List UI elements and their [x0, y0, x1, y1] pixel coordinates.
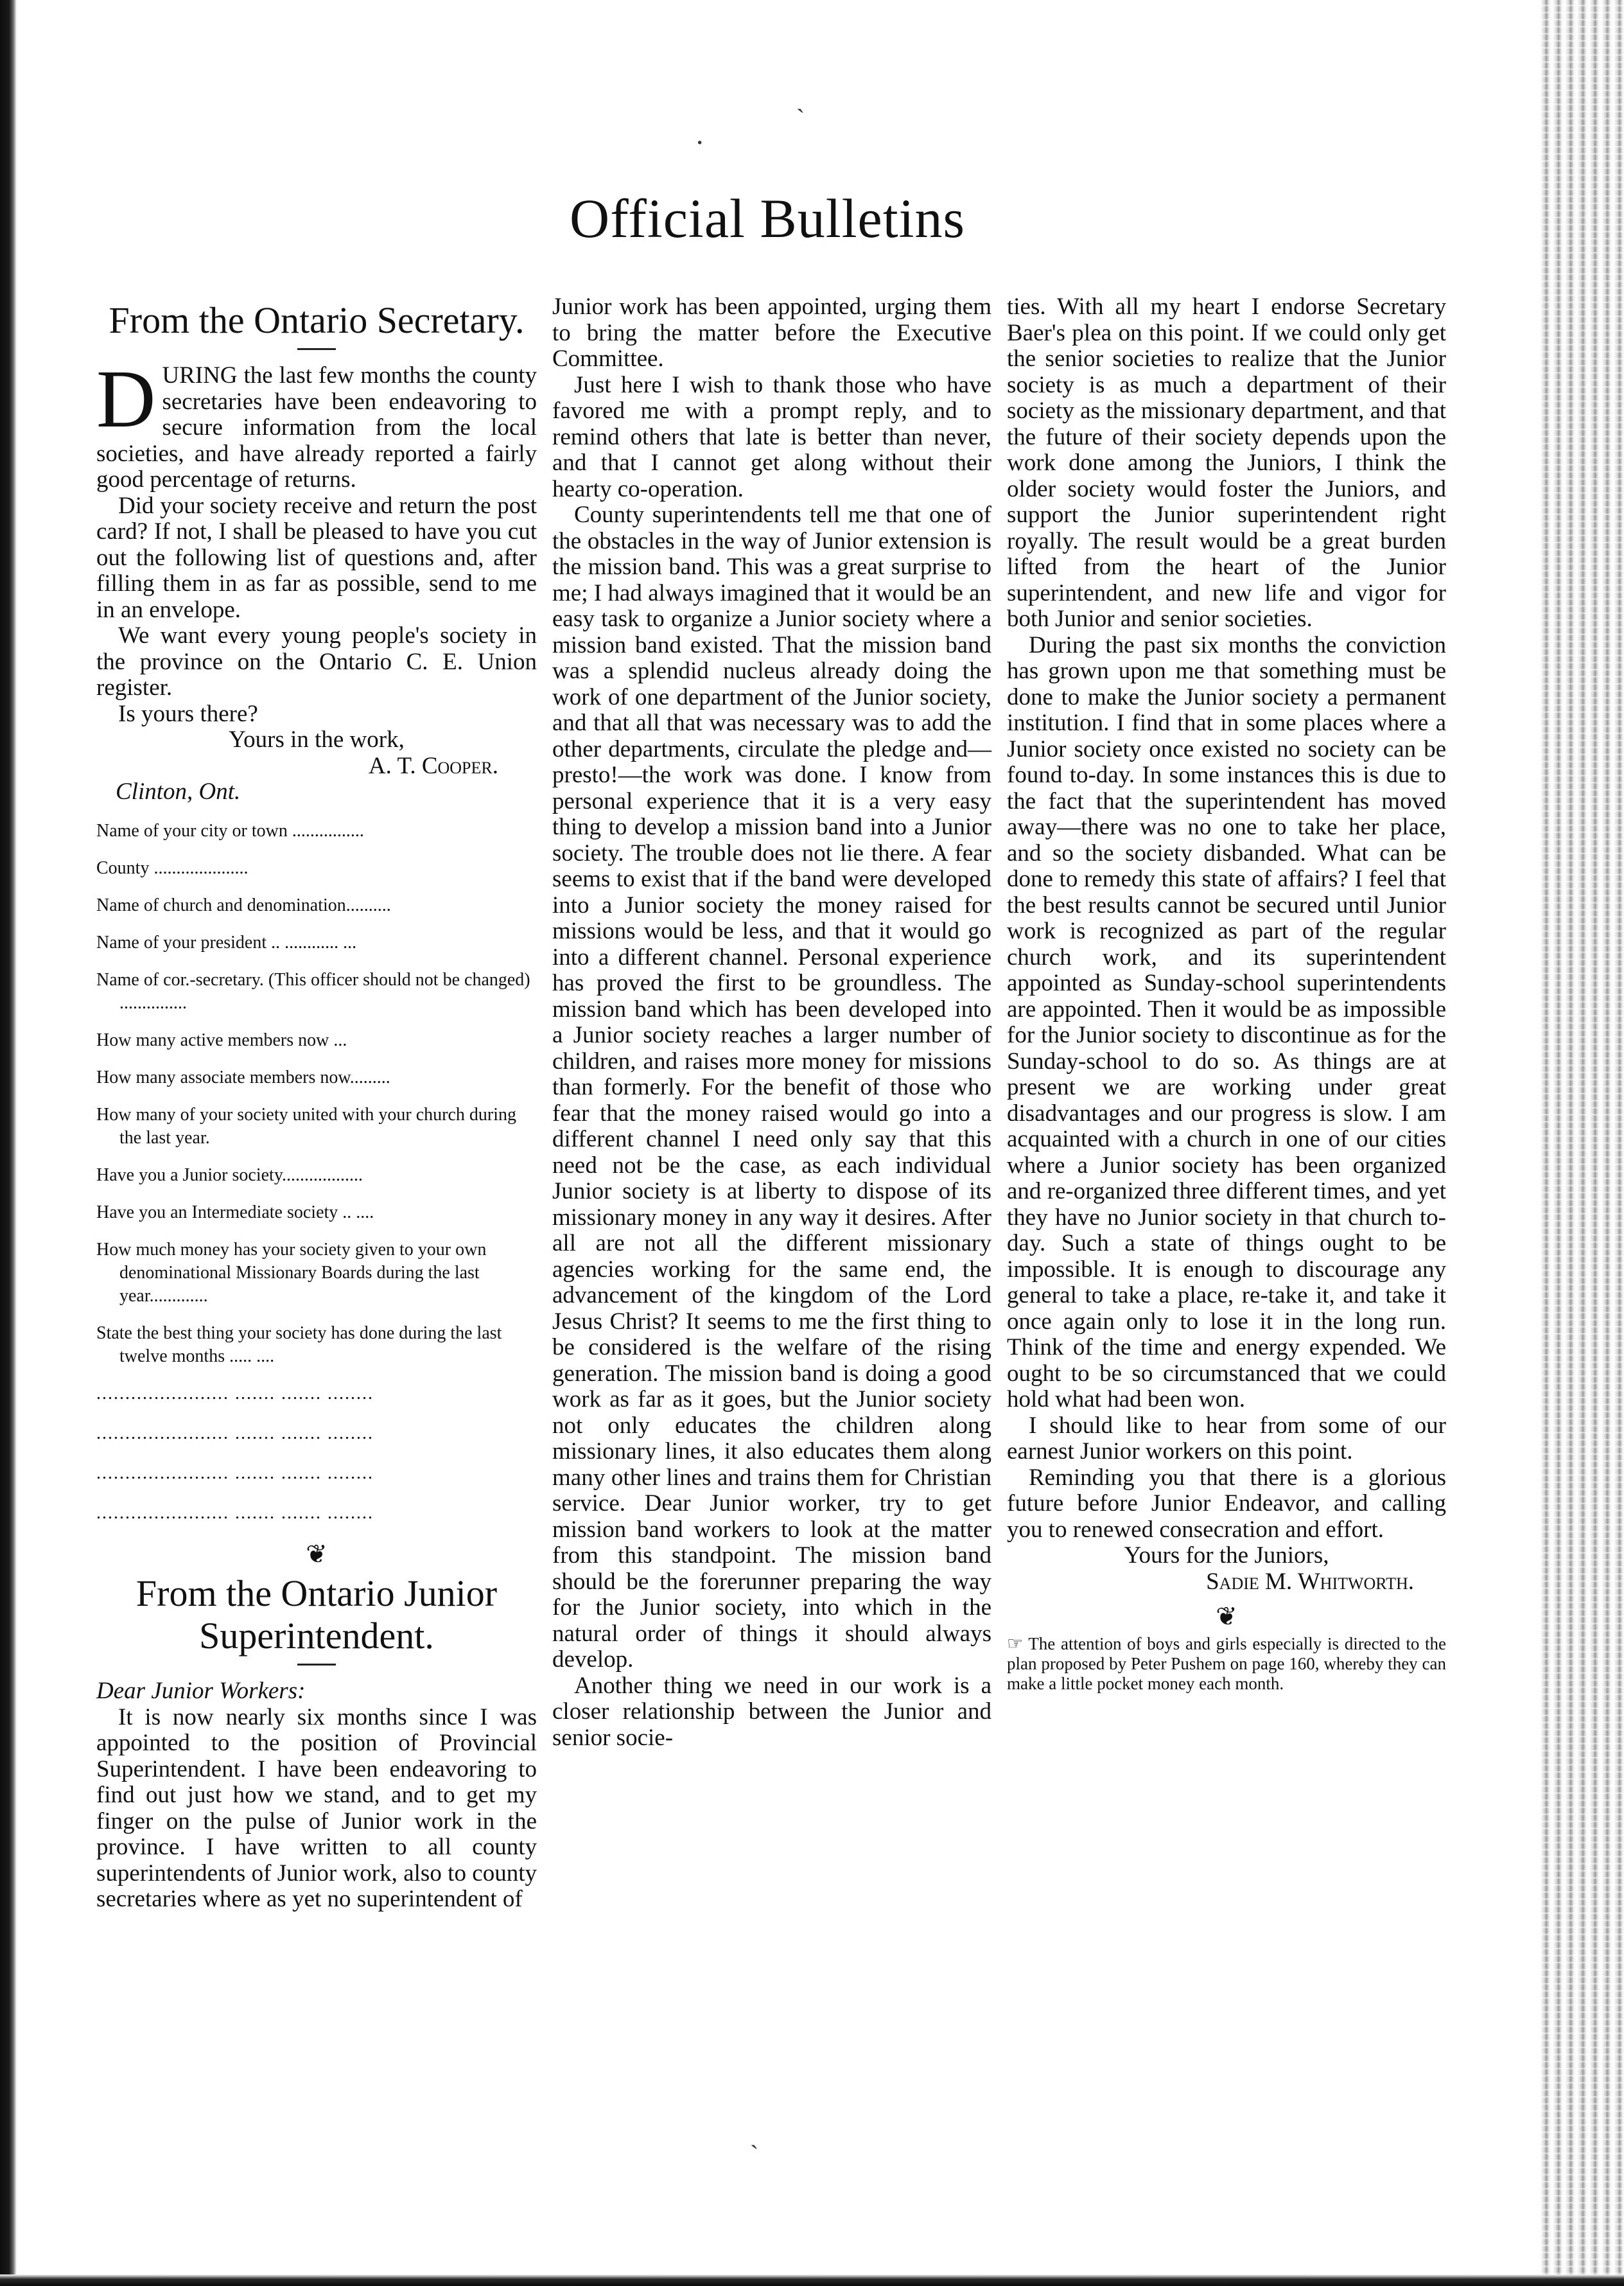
paragraph: Junior work has been appointed, urging them to bring the matter before the Executive Committee.	[552, 294, 991, 372]
scan-speck: ·	[695, 126, 705, 159]
paragraph: DURING the last few months the county secretaries have been endeavoring to secure information from the local societies, and have already reported a fairly good percentage of returns.	[96, 353, 537, 493]
column-2	[552, 294, 991, 1751]
form-line: Name of cor.-secretary. (This officer should not be changed) ...............	[96, 969, 530, 1013]
paragraph: During the past six months the conviction has grown upon me that something must be done to make the Junior society a permanent institution. I find that in some places where a Junior society once existed no society can be found to-day. In some instances this is due to the fact that the superintendent has moved away—there was no one to take her place, and so the society disbanded. What can be done to remedy this state of affairs? I feel that the best results cannot be secured until Junior work is recognized as part of the regular church work, and its superintendent appointed as Sunday-school superintendents are appointed. Then it would be as impossible for the Junior society to discontinue as for the Sunday-school to do so. As things are at present we are working under great disadvantages and our progress is slow. I am acquainted with a church in one of our cities where a Junior society has been organized and re-organized three different times, and yet they have no Junior society in that church to-day. Such a state of things ought to be impossible. It is enough to discourage any general to take a place, re-take it, and take it once again only to lose it in the long run. Think of the time and energy expended. We ought to be so circumstanced that we could hold what had been won.	[1007, 631, 1446, 1412]
scan-bottom-edge	[0, 2274, 1624, 2286]
form-line: How many associate members now.........	[96, 1067, 390, 1087]
paragraph: Is yours there?	[118, 700, 258, 727]
page-title: Official Bulletins	[570, 188, 965, 249]
blank-line: ....................... ....... ....... ........	[96, 1423, 374, 1443]
paragraph: ties. With all my heart I endorse Secretary Baer's plea on this point. If we could only get the senior societies to realize that the Junior society is as much a department of their society as the missionary department, and that the future of their society depends upon the work done among the Juniors, I think the older society would foster the Juniors, and support the Junior superintendent right royally. The result would be a great burden lifted from the heart of the Junior superintendent, and new life and vigor for both Junior and senior societies.	[1007, 294, 1446, 632]
form-line: Name of church and denomination..........	[96, 895, 391, 915]
form-line: Name of your city or town ................	[96, 820, 364, 841]
ornament-icon: ❦	[1216, 1602, 1237, 1631]
title-rule	[297, 348, 336, 350]
form-line: County .....................	[96, 857, 249, 878]
closing: Yours in the work,	[229, 726, 405, 753]
form-line: How many of your society united with your church during the last year.	[96, 1104, 516, 1148]
blank-line: ....................... ....... ....... ........	[96, 1502, 374, 1523]
paragraph: Reminding you that there is a glorious future before Junior Endeavor, and calling you to renewed consecration and effort.	[1007, 1464, 1446, 1543]
title-rule	[297, 1664, 336, 1666]
ornament-icon: ❦	[306, 1539, 327, 1569]
blank-line: ....................... ....... ....... ........	[96, 1383, 374, 1403]
paragraph: It is now nearly six months since I was appointed to the position of Provincial Superintendent. I have been endeavoring to find out just how we stand, and to get my finger on the pulse of Junior work in the province. I have written to all county superintendents of Junior work, also to county secretaries where as yet no superintendent of	[96, 1703, 537, 1912]
place: Clinton, Ont.	[116, 778, 241, 805]
paragraph: I should like to hear from some of our earnest Junior workers on this point.	[1007, 1412, 1446, 1464]
drop-cap: D	[96, 353, 156, 444]
form-line: Have you a Junior society..................	[96, 1165, 363, 1185]
closing: Yours for the Juniors,	[1124, 1542, 1329, 1569]
paragraph: County superintendents tell me that one of the obstacles in the way of Junior extension is the mission band. This was a great surprise to me; I had always imagined that it would be an easy task to organize a Junior society where a mission band existed. That the mission band was a splendid nucleus already doing the work of one department of the Junior society, and that all that was necessary was to add the other departments, circulate the pledge and—presto!—the work was done. I know from personal experience that it is a very easy thing to develop a mission band into a Junior society. The trouble does not lie there. A fear seems to exist that if the band were developed into a Junior society the money raised for missions would be less, and that it would go into a different channel. Personal experience has proved the first to be groundless. The mission band which has been developed into a Junior society reaches a larger number of children, and raises more money for missions than formerly. For the benefit of those who fear that the money raised would go into a different channel I need only say that this need not be the case, as each individual Junior society is at liberty to dispose of its missionary money in any way it desires. After all are not all the different missionary agencies working for the same end, the advancement of the kingdom of the Lord Jesus Christ? It seems to me the first thing to be considered is the welfare of the rising generation. The mission band is doing a good work as far as it goes, but the Junior society not only educates the children along missionary lines, it also educates them along many other lines and trains them for Christian service. Dear Junior worker, try to get mission band workers to look at the matter from this standpoint. The mission band should be the forerunner preparing the way for the Junior society, into which in the natural order of things it should always develop.	[552, 502, 991, 1673]
scan-left-edge	[0, 0, 17, 2286]
section-title-ontario-secretary: From the Ontario Secretary.	[109, 299, 525, 341]
scan-speck: ˏ	[750, 2120, 759, 2149]
scan-speck: ˏ	[796, 84, 805, 113]
questionnaire	[96, 820, 537, 1525]
form-line: State the best thing your society has done during the last twelve months ..... ....	[96, 1323, 502, 1366]
form-line: Name of your president .. ............ ...	[96, 932, 357, 953]
blank-line: ....................... ....... ....... ........	[96, 1463, 374, 1483]
signature: A. T. Cooper.	[368, 752, 498, 779]
paragraph: We want every young people's society in the province on the Ontario C. E. Union register.	[96, 622, 537, 701]
signature: Sadie M. Whitworth.	[1206, 1568, 1414, 1595]
column-3	[1007, 294, 1446, 1694]
pointing-hand-icon: ☞	[1007, 1633, 1024, 1654]
section-title-junior-superintendent: From the Ontario Junior Superintendent.	[135, 1572, 498, 1657]
paragraph: Did your society receive and return the post card? If not, I shall be pleased to have you cut out the following list of questions and, after filling them in as far as possible, send to me in an envelope.	[96, 492, 537, 623]
salutation: Dear Junior Workers:	[96, 1678, 306, 1704]
form-line: How many active members now ...	[96, 1030, 347, 1050]
paragraph: Another thing we need in our work is a closer relationship between the Junior and senior socie-	[552, 1672, 991, 1751]
column-1	[96, 294, 537, 1913]
footnote: ☞ The attention of boys and girls especially is directed to the plan proposed by Peter Pushem on page 160, whereby they can make a little pocket money each month.	[1007, 1633, 1446, 1693]
form-line: Have you an Intermediate society .. ....	[96, 1202, 374, 1222]
form-line: How much money has your society given to your own denominational Missionary Boards during the last year.............	[96, 1239, 487, 1306]
paragraph: Just here I wish to thank those who have favored me with a prompt reply, and to remind others that late is better than never, and that I cannot get along without their hearty co-operation.	[552, 371, 991, 502]
scan-right-edge	[1541, 0, 1624, 2286]
